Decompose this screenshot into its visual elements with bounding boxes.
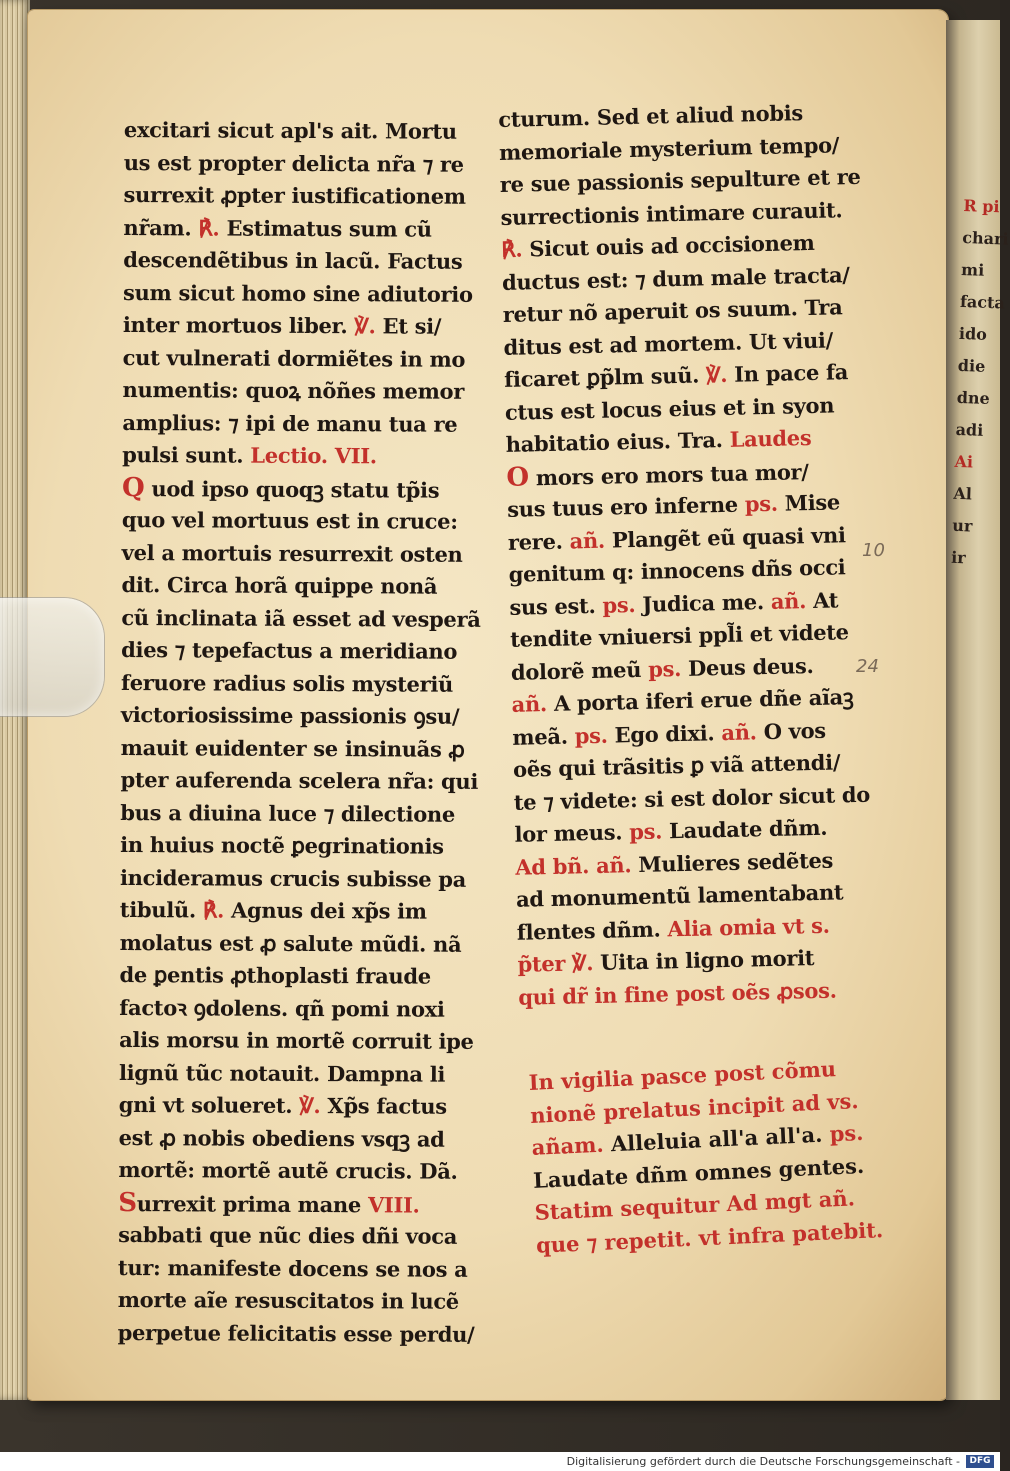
text-run: cturum. Sed et aliud nobis (498, 100, 804, 132)
left-column-line (119, 991, 489, 1025)
rubric-text: ℣. (705, 361, 728, 388)
text-run: tur: manifeste docens se nos a (117, 1254, 468, 1282)
margin-note-24: 24 (856, 656, 879, 677)
text-run: Deus deus. (680, 652, 814, 681)
next-page-fragment: dne (956, 387, 991, 409)
text-run: tibulũ. (119, 896, 204, 923)
left-column-line (122, 504, 492, 538)
text-run: us est propter delicta nr̃a ⁊ re (123, 149, 464, 177)
next-page-edge (946, 20, 1009, 1400)
rubric-text: Alia omia vt s. (667, 912, 830, 941)
text-run: cut vulnerati dormiẽtes in mo (122, 344, 466, 372)
text-run: mauit euidenter se insinuãs ꝓ (120, 734, 465, 762)
text-run: Xp̃s factus (320, 1093, 447, 1119)
left-column-line (118, 1219, 488, 1253)
text-run: in huius noctẽ ꝑegrinationis (120, 831, 444, 859)
plastic-page-clip (0, 598, 104, 716)
left-column-line (120, 796, 490, 830)
rubric-text: Statim sequitur Ad mgt añ. (534, 1185, 856, 1225)
rubric-text: ℟. (501, 236, 523, 262)
next-page-text (951, 190, 1010, 575)
text-run: Alleluia all'a all'a. (603, 1121, 831, 1157)
rubric-text: añ. (770, 587, 807, 614)
left-column-line (122, 439, 492, 473)
text-run: quo vel mortuus est in cruce: (121, 506, 458, 534)
text-run: te ⁊ videte: si est dolor sicut do (513, 781, 871, 815)
text-run: Sicut ouis ad occisionem (522, 229, 815, 262)
left-column-line (124, 146, 494, 180)
rubric-text: añ. (721, 718, 757, 745)
left-column-line (118, 1251, 488, 1285)
text-run: nr̃am. (123, 214, 199, 240)
text-run: vel a mortuis resurrexit osten (121, 539, 463, 567)
text-run: oẽs qui trãsitis ꝑ viã attendi/ (512, 749, 841, 782)
left-column-line (123, 211, 493, 245)
text-run: victoriosissime passionis ꝯsu/ (120, 701, 460, 729)
text-run: morte aĩe resuscitatos in lucẽ (117, 1286, 459, 1314)
text-run: sabbati que nũc dies dñi voca (118, 1221, 458, 1249)
rubric-text: añam. (531, 1131, 605, 1160)
text-run: tendite vniuersi ppl̃i et videte (509, 619, 849, 652)
next-page-fragment: Al (953, 483, 973, 504)
rubric-text: qui dr̃ in fine post oẽs ꝓsos. (517, 977, 837, 1010)
next-page-fragment: die (957, 355, 986, 376)
text-run: Mulieres sedẽtes (631, 847, 834, 877)
next-page-fragment: ir (950, 547, 967, 568)
text-run: dit. Circa horã quippe nonã (121, 571, 438, 599)
next-page-fragment: mi (960, 259, 985, 280)
left-column-line (119, 1056, 489, 1090)
text-run: mortẽ: mortẽ autẽ crucis. Dã. (118, 1156, 458, 1184)
left-column-line (123, 244, 493, 278)
left-column-line (121, 699, 491, 733)
rubric-text: ps. (574, 722, 608, 748)
rubric-text: In vigilia pasce post cõmu (528, 1056, 837, 1095)
rubric-text: ps. (829, 1119, 864, 1147)
left-column-line (124, 114, 494, 148)
text-run: bus a diuina luce ⁊ dilectione (120, 799, 456, 827)
text-run: surrexit ꝓpter iustificationem (123, 181, 466, 209)
red-initial: Q (121, 472, 145, 503)
left-column-line (120, 894, 490, 928)
text-run: pter auferenda scelera nr̃a: qui (120, 766, 479, 794)
text-run: urrexit prima mane (136, 1190, 369, 1217)
next-page-fragment: facta (959, 291, 1006, 313)
text-run: lignũ tũc notauit. Dampna li (118, 1059, 446, 1087)
text-run: retur nõ aperuit os suum. Tra (502, 294, 843, 327)
rubric-text: ℟. (202, 897, 225, 923)
text-run: dolorẽ meũ (510, 656, 649, 685)
rubric-text: ps. (647, 655, 682, 682)
text-run: A porta iferi erue dñe aĩaꝫ (546, 684, 854, 717)
footer-bar (0, 1452, 1000, 1471)
text-run: At (805, 586, 839, 613)
rubric-text: ℣. (354, 313, 376, 339)
red-initial: O (506, 461, 530, 493)
left-column-line (120, 926, 490, 960)
text-run: inter mortuos liber. (122, 311, 355, 339)
next-page-fragment: chari (962, 227, 1009, 249)
left-column-line (119, 1121, 489, 1155)
text-run: incideramus crucis subisse pa (119, 864, 467, 892)
text-run: rere. (507, 527, 570, 555)
left-column-line (121, 569, 491, 603)
funding-credit: Digitalisierung gefördert durch die Deutsche Forschungsgemeinschaft - (566, 1455, 960, 1468)
left-column-line (123, 309, 493, 343)
left-column-line (120, 861, 490, 895)
left-column-line (119, 1024, 489, 1058)
left-column-line (122, 536, 492, 570)
next-page-fragment: ido (958, 323, 988, 344)
text-run: molatus est ꝓ salute mũdi. nã (119, 929, 462, 957)
rubric-text: VIII. (367, 1191, 420, 1218)
text-run: ficaret ꝑp̃lm suũ. (503, 362, 707, 392)
left-column-line (122, 471, 492, 505)
text-run: Mortu (384, 118, 457, 144)
rubric-text: Ad bñ. añ. (515, 851, 632, 880)
left-text-column (118, 114, 494, 1351)
text-run: Laudate dñm. (661, 814, 828, 844)
left-column-line (121, 601, 491, 635)
text-run: sus tuus ero inferne (506, 491, 746, 522)
text-run: mors ero mors tua mor/ (528, 458, 809, 490)
text-run: Agnus dei xp̃s im (223, 897, 427, 924)
margin-note-10: 10 (862, 540, 885, 561)
rubric-text: ps. (628, 818, 663, 845)
red-initial: S (118, 1187, 137, 1218)
left-column-line (121, 634, 491, 668)
left-column-line (122, 406, 492, 440)
text-run: ctus est locus eius et in syon (504, 391, 835, 425)
text-run: alis morsu in mortẽ corruit ipe (119, 1026, 474, 1054)
text-run: Uita in ligno morit (592, 945, 815, 976)
rubric-text: Laudes (729, 424, 812, 452)
rubric-text: ℣. (299, 1092, 321, 1119)
text-run: Mise (777, 489, 841, 516)
text-run: sus est. (509, 592, 603, 620)
text-run: memoriale mysterium tempo/ (498, 131, 840, 165)
rubric-text: añ. (569, 527, 606, 553)
left-column-line (118, 1186, 488, 1220)
text-run: habitatio eius. Tra. (505, 426, 730, 457)
text-run: Ego dixi. (607, 719, 722, 748)
text-run: uod ipso quoqꝫ statu tp̃is (144, 475, 440, 503)
text-run: Plangẽt eũ quasi vni (604, 521, 846, 553)
text-run: ditus est ad mortem. Ut viui/ (503, 326, 834, 360)
rubric-text: Lectio. VII. (250, 442, 377, 469)
rubric-text: p̃ter ℣. (517, 950, 594, 977)
text-run: perpetue felicitatis esse perdu/ (117, 1319, 475, 1347)
left-column-line (119, 959, 489, 993)
text-run: surrectionis intimare curauit. (500, 196, 843, 230)
left-column-line (120, 829, 490, 863)
rubric-text: nionẽ prelatus incipit ad vs. (529, 1087, 860, 1128)
right-column-rubric-block (528, 1050, 896, 1261)
left-column-line (118, 1284, 488, 1318)
text-run: factoꝛ ꝯdolens. qñ pomi noxi (119, 994, 445, 1022)
text-run: feruore radius solis mysteriũ (120, 669, 454, 697)
text-run: cũ inclinata iã esset ad vesperã (121, 604, 481, 632)
text-run: Et si/ (375, 313, 442, 339)
left-column-line (123, 341, 493, 375)
left-column-line (122, 374, 492, 408)
rubric-text: que ⁊ repetit. vt infra patebit. (535, 1216, 884, 1258)
rubric-text: ℟. (198, 214, 220, 241)
text-run: ductus est: ⁊ dum male tracta/ (501, 261, 850, 295)
text-run: amplius: ⁊ ipi de manu tua re (122, 409, 458, 437)
text-run: In pace fa (726, 359, 849, 387)
left-column-line (123, 179, 493, 213)
text-run: dies ⁊ tepefactus a meridiano (121, 636, 458, 664)
left-column-line (121, 666, 491, 700)
left-column-line (121, 731, 491, 765)
text-run: pulsi sunt. (122, 441, 251, 468)
text-run: est ꝓ nobis obediens vsqꝫ ad (118, 1124, 445, 1152)
text-run: Laudate dñm omnes gentes. (532, 1152, 865, 1193)
next-page-fragment: ur (951, 515, 973, 536)
text-run: excitari sicut apl's ait. (123, 116, 386, 144)
text-run: Estimatus sum cũ (219, 215, 432, 242)
next-page-fragment: adi (955, 419, 984, 440)
left-column-line (119, 1089, 489, 1123)
rubric-text: ps. (744, 490, 779, 517)
left-column-line (123, 276, 493, 310)
text-run: re sue passionis sepulture et re (499, 163, 861, 197)
text-run: ad monumentũ lamentabant (515, 879, 844, 912)
dfg-logo: DFG (966, 1455, 994, 1468)
text-run: meã. (512, 722, 575, 750)
text-run: de ꝑentis ꝓthoplasti fraude (119, 961, 431, 989)
left-column-line (120, 764, 490, 798)
rubric-text: ps. (602, 591, 636, 618)
next-page-fragment: R pi (963, 195, 1000, 217)
text-run: flentes dñm. (516, 915, 668, 945)
rubric-text: añ. (511, 691, 548, 717)
text-run: gni vt solueret. (118, 1091, 300, 1118)
text-run: descendẽtibus in lacũ. Factus (123, 246, 463, 274)
left-column-line (118, 1154, 488, 1188)
text-run: numentis: quoꝝ nõñes memor (122, 376, 465, 404)
right-text-column (498, 96, 879, 1014)
text-run: sum sicut homo sine adiutorio (123, 279, 473, 307)
text-run: lor meus. (514, 819, 630, 847)
next-page-fragment: Ai (954, 451, 974, 472)
text-run: Judica me. (635, 588, 772, 617)
text-run: O vos (756, 717, 827, 744)
text-run: genitum q: innocens dñs occi (508, 554, 846, 587)
left-column-line (118, 1316, 488, 1350)
